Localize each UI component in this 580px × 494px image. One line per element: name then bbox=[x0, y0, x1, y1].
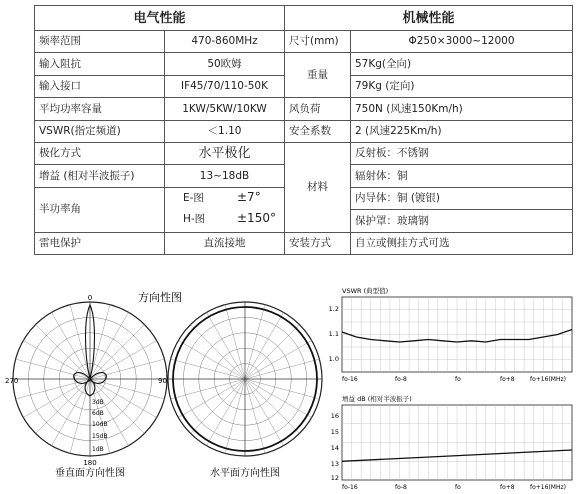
vswr-chart-title: VSWR (典型值) bbox=[342, 287, 389, 295]
gain-xtick-fo-plus-16: fo+16(MHz) bbox=[530, 484, 566, 491]
vswr-chart bbox=[330, 286, 578, 384]
gain-chart bbox=[330, 394, 578, 492]
header-electrical: 电气性能 bbox=[35, 6, 285, 31]
label-power-capacity: 平均功率容量 bbox=[35, 98, 165, 120]
value-installation: 自立或侧挂方式可选 bbox=[351, 232, 573, 254]
vswr-grid bbox=[342, 297, 572, 372]
vswr-xtick-fo-8: fo-8 bbox=[395, 376, 407, 383]
label-polarization: 极化方式 bbox=[35, 142, 165, 164]
gain-xtick-fo: fo bbox=[455, 484, 461, 491]
label-wind-load: 风负荷 bbox=[285, 98, 351, 120]
polar-v-angle-180: 180 bbox=[83, 459, 97, 467]
vswr-ytick-1-1: 1.1 bbox=[328, 330, 339, 338]
label-weight: 重量 bbox=[285, 53, 351, 98]
spec-table bbox=[34, 5, 573, 255]
label-vswr: VSWR(指定频道) bbox=[35, 120, 165, 142]
polar-v-ring-label-10db: 10dB bbox=[92, 421, 108, 428]
gain-grid bbox=[342, 405, 572, 480]
value-gain: 13~18dB bbox=[165, 165, 285, 187]
polar-v-angle-90: 90 bbox=[158, 377, 167, 385]
gain-ytick-15: 15 bbox=[330, 428, 339, 436]
polar-v-caption: 垂直面方向性图 bbox=[55, 468, 125, 479]
polar-v-ring-label-15db: 15dB bbox=[92, 433, 108, 440]
value-polarization: 水平极化 bbox=[165, 142, 285, 164]
label-half-power-angle: 半功率角 bbox=[35, 187, 165, 232]
value-input-connector: IF45/70/110-50K bbox=[165, 75, 285, 97]
h-plane-value: ±150° bbox=[237, 210, 276, 225]
h-plane-label: H-图 bbox=[183, 212, 206, 225]
value-material-radome: 保护罩：玻璃钢 bbox=[351, 210, 573, 232]
gain-ytick-13: 13 bbox=[330, 460, 339, 468]
polar-h-caption: 水平面方向性图 bbox=[210, 468, 280, 479]
label-size: 尺寸(mm) bbox=[285, 31, 351, 53]
vswr-xtick-fo-plus-8: fo+8 bbox=[500, 376, 515, 383]
label-lightning: 雷电保护 bbox=[35, 232, 165, 254]
vswr-xtick-fo: fo bbox=[455, 376, 461, 383]
label-safety-factor: 安全系数 bbox=[285, 120, 351, 142]
value-half-power-angle bbox=[165, 187, 285, 232]
value-wind-load: 750N (风速150Km/h) bbox=[351, 98, 573, 120]
polar-v-angle-270: 270 bbox=[5, 377, 19, 385]
e-plane-value: ±7° bbox=[237, 189, 261, 204]
gain-ytick-16: 16 bbox=[330, 412, 339, 420]
label-material: 材料 bbox=[285, 142, 351, 232]
value-size: Φ250×3000~12000 bbox=[351, 31, 573, 53]
label-input-connector: 输入接口 bbox=[35, 75, 165, 97]
value-material-reflector: 反射板：不锈钢 bbox=[351, 142, 573, 164]
radiation-patterns bbox=[0, 280, 330, 494]
gain-xtick-fo-plus-8: fo+8 bbox=[500, 484, 515, 491]
value-vswr: ＜1.10 bbox=[165, 120, 285, 142]
gain-ytick-14: 14 bbox=[330, 444, 339, 452]
value-material-radiator: 辐射体：铜 bbox=[351, 165, 573, 187]
label-gain: 增益 (相对半波振子) bbox=[35, 165, 165, 187]
gain-ytick-12: 12 bbox=[330, 474, 339, 482]
value-material-inner: 内导体：铜 (镀银) bbox=[351, 187, 573, 209]
value-weight-directional: 79Kg (定向) bbox=[351, 75, 573, 97]
label-frequency-range: 频率范围 bbox=[35, 31, 165, 53]
vswr-xtick-fo-16: fo-16 bbox=[342, 376, 358, 383]
value-frequency-range: 470-860MHz bbox=[165, 31, 285, 53]
polar-v-ring-label-1db: 1dB bbox=[92, 446, 104, 453]
vswr-ytick-1-0: 1.0 bbox=[328, 355, 339, 363]
gain-xtick-fo-8: fo-8 bbox=[395, 484, 407, 491]
polar-v-ring-label-6db: 6dB bbox=[92, 410, 104, 417]
polar-v-angle-0: 0 bbox=[87, 294, 93, 302]
vswr-xtick-fo-plus-16: fo+16(MHz) bbox=[530, 376, 566, 383]
polar-v-ring-label-3db: 3dB bbox=[92, 399, 104, 406]
value-safety-factor: 2 (风速225Km/h) bbox=[351, 120, 573, 142]
gain-chart-title: 增益 dB (相对半波振子) bbox=[342, 395, 412, 403]
label-installation: 安装方式 bbox=[285, 232, 351, 254]
vswr-ytick-1-2: 1.2 bbox=[328, 305, 339, 313]
value-power-capacity: 1KW/5KW/10KW bbox=[165, 98, 285, 120]
gain-xtick-fo-16: fo-16 bbox=[342, 484, 358, 491]
header-mechanical: 机械性能 bbox=[285, 6, 573, 31]
patterns-title: 方向性图 bbox=[138, 291, 182, 304]
label-input-impedance: 输入阻抗 bbox=[35, 53, 165, 75]
value-lightning: 直流接地 bbox=[165, 232, 285, 254]
value-input-impedance: 50欧姆 bbox=[165, 53, 285, 75]
value-weight-omni: 57Kg(全向) bbox=[351, 53, 573, 75]
polar-vertical bbox=[5, 294, 167, 467]
e-plane-label: E-图 bbox=[183, 191, 204, 204]
polar-horizontal bbox=[168, 302, 322, 456]
